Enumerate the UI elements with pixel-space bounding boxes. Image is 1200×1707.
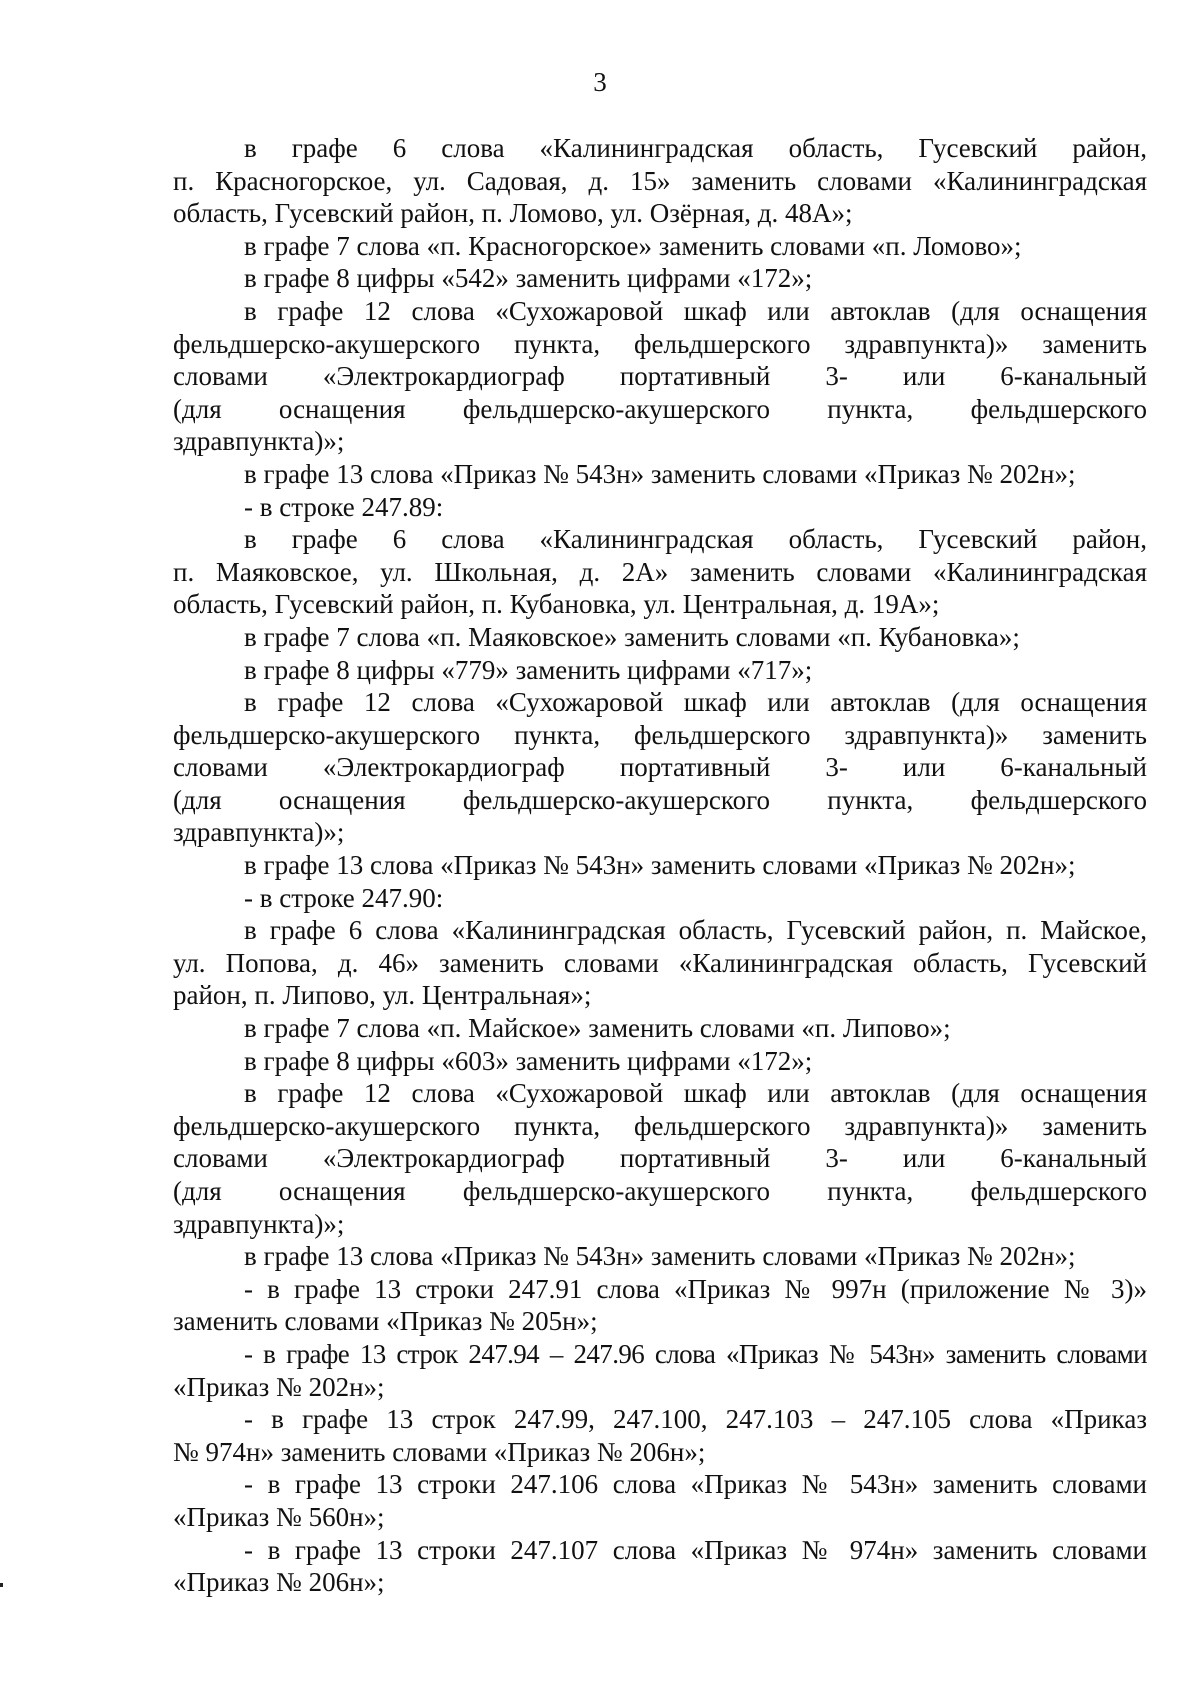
text-line: фельдшерско-акушерского пункта, фельдшерского здравпункта)» заменить — [173, 1110, 1147, 1141]
text-line: в графе 7 слова «п. Маяковское» заменить словами «п. Кубановка»; — [244, 621, 1020, 652]
text-line: «Приказ № 206н»; — [173, 1567, 385, 1598]
text-line: здравпункта)»; — [173, 817, 345, 848]
text-line: - в графе 13 строки 247.91 слова «Приказ № 997н (приложение № 3)» — [244, 1273, 1147, 1304]
text-line: ул. Попова, д. 46» заменить словами «Калининградская область, Гусевский — [173, 947, 1147, 978]
text-line: в графе 12 слова «Сухожаровой шкаф или автоклав (для оснащения — [244, 1078, 1147, 1109]
text-line: здравпункта)»; — [173, 1208, 345, 1239]
text-line: область, Гусевский район, п. Ломово, ул. Озёрная, д. 48А»; — [173, 198, 853, 229]
text-line: здравпункта)»; — [173, 426, 345, 457]
text-line: словами «Электрокардиограф портативный 3- или 6-канальный — [173, 1143, 1147, 1174]
text-line: - в графе 13 строк 247.94 – 247.96 слова «Приказ № 543н» заменить словами — [244, 1338, 1147, 1369]
text-line: фельдшерско-акушерского пункта, фельдшерского здравпункта)» заменить — [173, 719, 1147, 750]
text-line: (для оснащения фельдшерско-акушерского пункта, фельдшерского — [173, 1176, 1147, 1206]
text-line: в графе 7 слова «п. Майское» заменить словами «п. Липово»; — [244, 1013, 951, 1044]
text-line: в графе 6 слова «Калининградская область, Гусевский район, — [244, 133, 1147, 163]
text-line: - в строке 247.90: — [244, 882, 444, 913]
text-line: - в графе 13 строк 247.99, 247.100, 247.103 – 247.105 слова «Приказ — [244, 1404, 1147, 1435]
text-line: словами «Электрокардиограф портативный 3- или 6-канальный — [173, 752, 1147, 783]
text-line: «Приказ № 560н»; — [173, 1501, 385, 1532]
text-line: (для оснащения фельдшерско-акушерского пункта, фельдшерского — [173, 784, 1147, 815]
page-number: 3 — [593, 67, 607, 97]
text-line: «Приказ № 202н»; — [173, 1371, 385, 1402]
text-line: п. Маяковское, ул. Школьная, д. 2А» заменить словами «Калининградская — [173, 556, 1147, 587]
text-line: - в графе 13 строки 247.106 слова «Приказ № 543н» заменить словами — [244, 1469, 1147, 1500]
text-line: словами «Электрокардиограф портативный 3- или 6-канальный — [173, 361, 1147, 392]
text-line: - в строке 247.89: — [244, 491, 444, 522]
text-line: в графе 13 слова «Приказ № 543н» заменить словами «Приказ № 202н»; — [244, 850, 1076, 881]
document-body — [173, 132, 1147, 1599]
text-line: - в графе 13 строки 247.107 слова «Приказ № 974н» заменить словами — [244, 1534, 1147, 1565]
text-line: (для оснащения фельдшерско-акушерского пункта, фельдшерского — [173, 393, 1147, 424]
text-line: фельдшерско-акушерского пункта, фельдшерского здравпункта)» заменить — [173, 328, 1147, 359]
text-line: область, Гусевский район, п. Кубановка, ул. Центральная, д. 19А»; — [173, 589, 940, 620]
text-line: заменить словами «Приказ № 205н»; — [173, 1306, 598, 1337]
text-line: в графе 8 цифры «542» заменить цифрами «172»; — [244, 263, 813, 294]
text-line: в графе 8 цифры «603» заменить цифрами «172»; — [244, 1045, 813, 1076]
scan-artifact — [0, 1583, 3, 1587]
text-line: район, п. Липово, ул. Центральная»; — [173, 980, 592, 1011]
text-line: № 974н» заменить словами «Приказ № 206н»; — [173, 1436, 706, 1467]
text-line: в графе 8 цифры «779» заменить цифрами «717»; — [244, 654, 813, 685]
text-line: в графе 13 слова «Приказ № 543н» заменить словами «Приказ № 202н»; — [244, 1241, 1076, 1272]
text-line: в графе 12 слова «Сухожаровой шкаф или автоклав (для оснащения — [244, 687, 1147, 718]
text-line: п. Красногорское, ул. Садовая, д. 15» заменить словами «Калининградская — [173, 165, 1147, 196]
text-line: в графе 12 слова «Сухожаровой шкаф или автоклав (для оснащения — [244, 295, 1147, 326]
text-line: в графе 7 слова «п. Красногорское» заменить словами «п. Ломово»; — [244, 230, 1022, 261]
text-line: в графе 13 слова «Приказ № 543н» заменить словами «Приказ № 202н»; — [244, 458, 1076, 489]
text-line: в графе 6 слова «Калининградская область, Гусевский район, — [244, 524, 1147, 555]
text-line: в графе 6 слова «Калининградская область, Гусевский район, п. Майское, — [244, 915, 1147, 946]
